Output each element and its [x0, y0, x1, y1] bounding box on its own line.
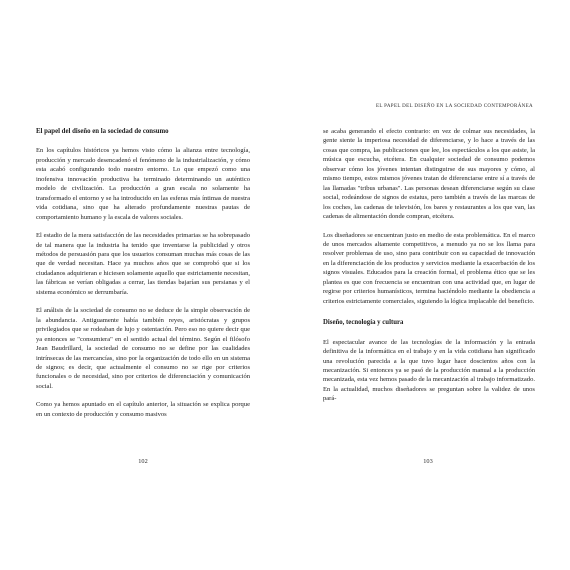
paragraph: El estadio de la mera satisfacción de las necesidades primarias se ha sobrepasado de tal manera que la industria ha tenido que inventarse la publicidad y otros métodos de persuasión para que los usuarios consuman muchas más cosas de las que de verdad necesitan. Hace ya muchos años que se comprobó que si los ciudadanos adquirieran e hiciesen solamente aquello que estrictamente necesitan, las fábricas se verían obligadas a cerrar, las tiendas bajarían sus persianas y el sistema económico se derrumbaría.	[36, 232, 250, 296]
paragraph: El análisis de la sociedad de consumo no se deduce de la simple observación de la abundancia. Antiguamente había también reyes, aristócratas y grupos privilegiados que se rodeaban de lujo y ostentación. Pero eso no quiere decir que ya entonces se "consumiera" en el sentido actual del término. Según el filósofo Jean Baudrillard, la sociedad de consumo no se define por las cualidades intrínsecas de las mercancías, sino por la organización de todo ello en un sistema de signos; es decir, que actualmente el consumo no se rige por criterios funcionales o de necesidad, sino por criterios de diferenciación y comunicación social.	[36, 307, 250, 390]
right-page-body	[323, 127, 535, 413]
page-number-right: 103	[423, 458, 433, 465]
paragraph: Como ya hemos apuntado en el capítulo anterior, la situación se explica porque en un contexto de producción y consumo masivos	[36, 401, 250, 418]
paragraph: Los diseñadores se encuentran justo en medio de esta problemática. En el marco de unos mercados altamente competitivos, a menudo ya no se los llama para resolver problemas de uso, sino para contribuir con su capacidad de innovación en la diferenciación de los productos y servicios mediante la exacerbación de los signos visuales. Educados para la creación formal, el problema ético que se les plantea es que con frecuencia se encuentran con una actividad que, en lugar de regirse por criterios humanísticos, termina haciéndolo mediante la obediencia a criterios estrictamente comerciales, siguiendo la lógica implacable del beneficio.	[323, 231, 535, 305]
paragraph: En los capítulos históricos ya hemos visto cómo la alianza entre tecnología, producción y mercado desencadenó el fenómeno de la industrialización, y cómo esta acabó configurando todo nuestro entorno. Lo que empezó como una inofensiva innovación productiva ha terminado determinando un auténtico modelo de civilización. La producción a gran escala no solamente ha transformado el entorno y se ha introducido en las esferas más íntimas de nuestra vida cotidiana, sino que ha alterado profundamente nuestras pautas de comportamiento humano y la escala de valores sociales.	[36, 147, 250, 221]
right-page	[285, 0, 570, 570]
section-heading-tecnologia: Diseño, tecnología y cultura	[323, 319, 404, 327]
page-number-left: 102	[138, 458, 148, 465]
running-header: EL PAPEL DEL DISEÑO EN LA SOCIEDAD CONTEMPORÁNEA	[375, 104, 533, 109]
paragraph: El espectacular avance de las tecnologías de la información y la entrada definitiva de la informática en el trabajo y en la vida cotidiana han significado una revolución parecida a la que tuvo lugar hace doscientos años con la mecanización. Si entonces ya se pasó de la producción manual a la producción mecanizada, esta vez hemos pasado de la mecanización al trabajo informatizado. En la actualidad, muchos diseñadores se preguntan sobre la validez de unos pará-	[323, 338, 535, 403]
section-heading-consumo: El papel del diseño en la sociedad de consumo	[36, 128, 169, 135]
left-page-body	[36, 127, 250, 428]
paragraph: se acaba generando el efecto contrario: en vez de colmar sus necesidades, la gente siente la imperiosa necesidad de diferenciarse, y lo hace a través de las cosas que compra, las publicaciones que lee, los espectáculos a los que asiste, la música que escucha, etcétera. En cualquier sociedad de consumo podemos observar cómo los jóvenes intentan distinguirse de sus mayores y cómo, al mismo tiempo, estos mismos jóvenes tratan de diferenciarse entre sí a través de las llamadas "tribus urbanas". Las personas desean diferenciarse según su clase social, rodeándose de signos de estatus, pero también a través de las marcas de los coches, las cadenas de televisión, los bares y restaurantes a los que van, las cadenas de alimentación donde compran, etcétera.	[323, 128, 535, 221]
